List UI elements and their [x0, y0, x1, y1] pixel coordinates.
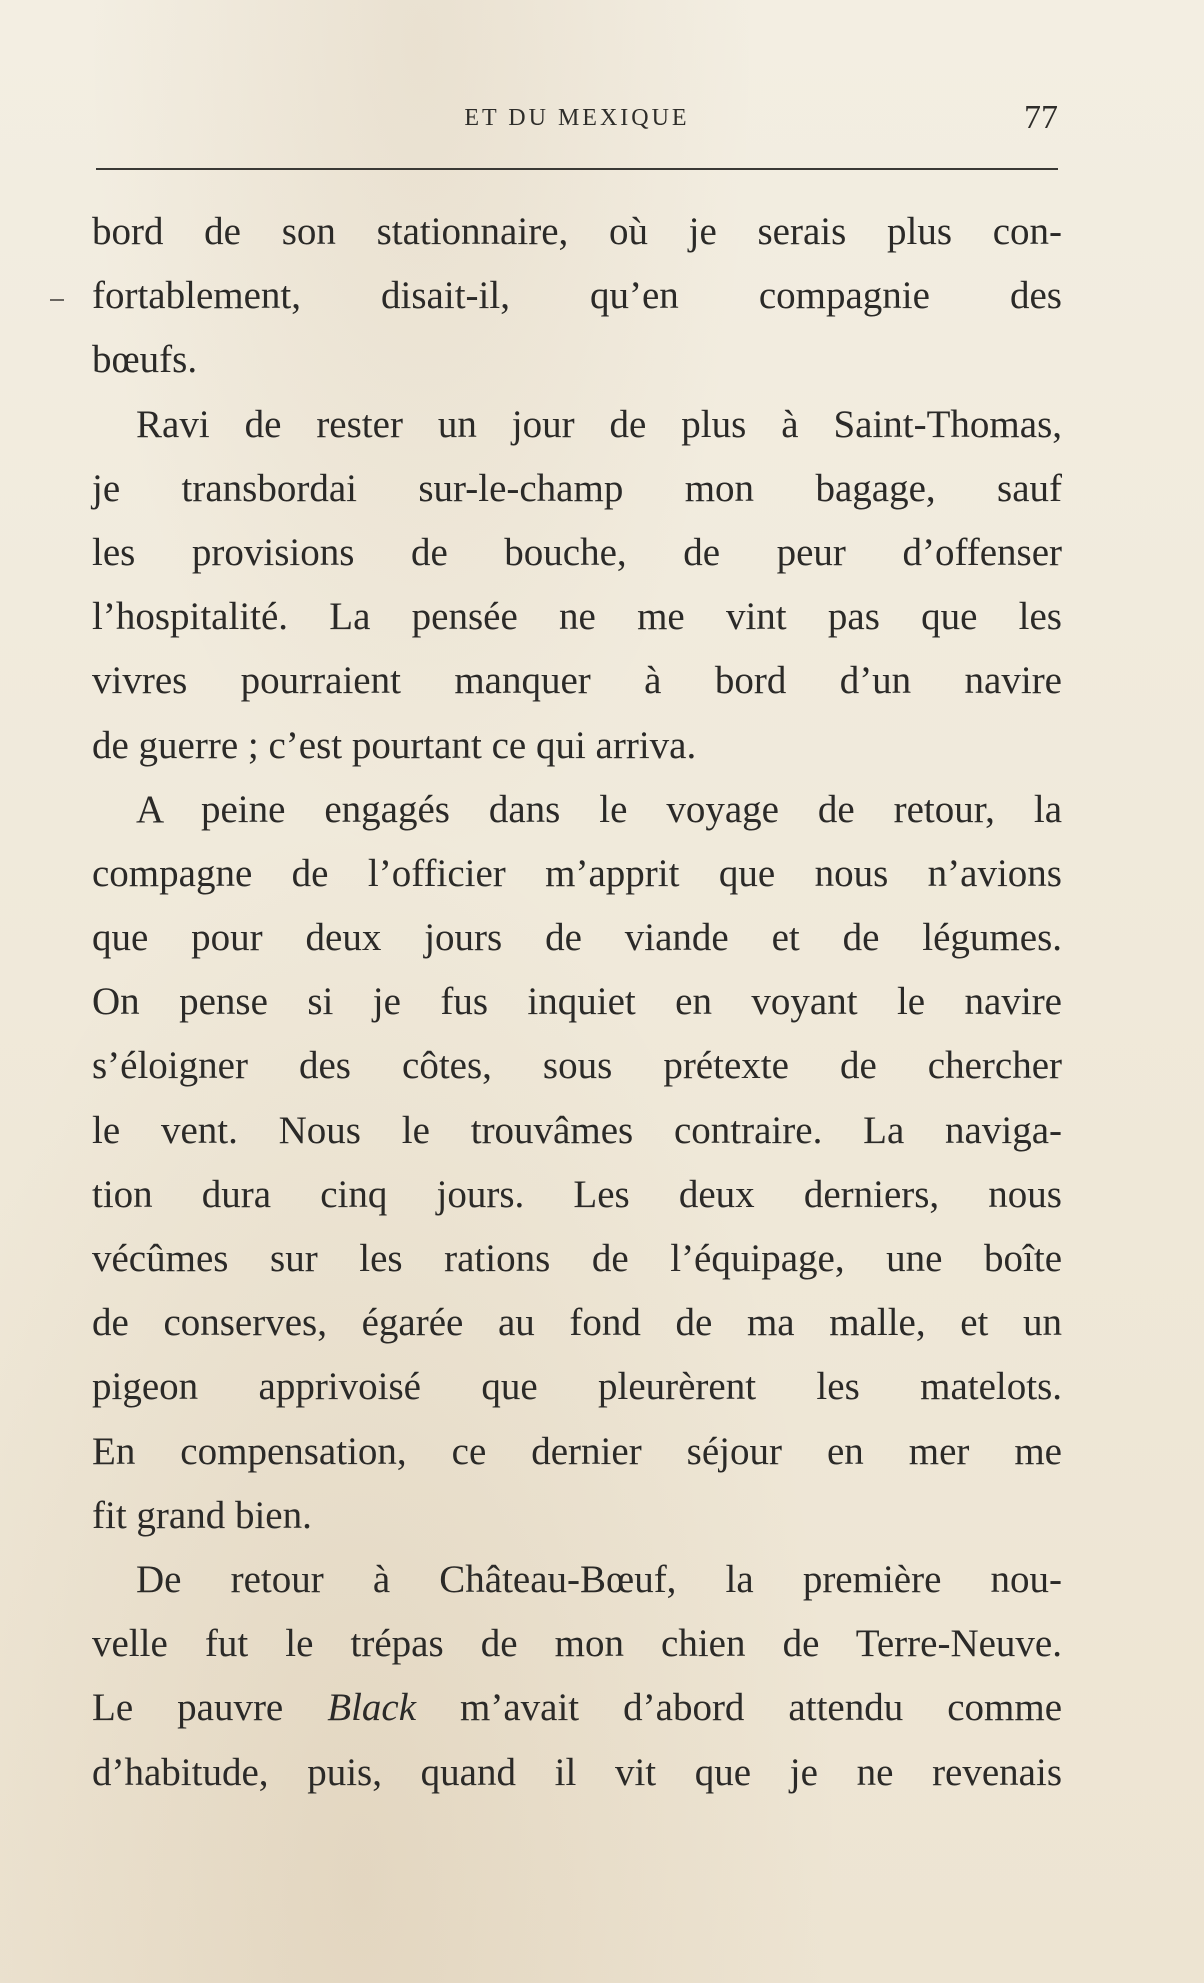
text-line: pigeon apprivoisé que pleurèrent les matelots.	[92, 1365, 1062, 1409]
text-line: On pense si je fus inquiet en voyant le navire	[92, 980, 1062, 1024]
text-line: de conserves, égarée au fond de ma malle, et un	[92, 1301, 1062, 1345]
text-line: le vent. Nous le trouvâmes contraire. La naviga-	[92, 1108, 1062, 1152]
text-line: velle fut le trépas de mon chien de Terre-Neuve.	[92, 1622, 1062, 1666]
text-line: l’hospitalité. La pensée ne me vint pas que les	[92, 595, 1062, 639]
text-line: vivres pourraient manquer à bord d’un navire	[92, 659, 1062, 703]
text-line: d’habitude, puis, quand il vit que je ne revenais	[92, 1750, 1062, 1794]
text-line: vécûmes sur les rations de l’équipage, une boîte	[92, 1237, 1062, 1280]
text-fragment: Le pauvre	[92, 1686, 284, 1730]
text-line: s’éloigner des côtes, sous prétexte de chercher	[92, 1044, 1062, 1088]
header-rule	[96, 168, 1058, 170]
text-fragment: m’avait d’abord attendu comme	[460, 1686, 1063, 1730]
text-line: les provisions de bouche, de peur d’offenser	[92, 530, 1062, 574]
text-line-mixed	[92, 1676, 1062, 1740]
text-line: de guerre ; c’est pourtant ce qui arriva.	[92, 723, 697, 767]
text-line: que pour deux jours de viande et de légumes.	[92, 916, 1062, 960]
text-line: De retour à Château-Bœuf, la première nou-	[136, 1557, 1062, 1601]
running-head: ET DU MEXIQUE	[464, 105, 690, 131]
text-line: tion dura cinq jours. Les deux derniers, nous	[92, 1172, 1062, 1216]
text-line: fit grand bien.	[92, 1493, 312, 1537]
page-number: 77	[1024, 99, 1058, 136]
text-line: En compensation, ce dernier séjour en mer me	[92, 1429, 1062, 1473]
text-line: A peine engagés dans le voyage de retour, la	[136, 787, 1062, 831]
text-line: Ravi de rester un jour de plus à Saint-Thomas,	[136, 402, 1062, 446]
margin-mark	[50, 299, 64, 301]
page-header	[96, 95, 1058, 145]
text-line: bœufs.	[92, 338, 198, 382]
body-text	[92, 200, 1062, 1805]
text-line: bord de son stationnaire, où je serais plus con-	[92, 210, 1062, 253]
italic-name: Black	[327, 1686, 417, 1730]
text-line: fortablement, disait-il, qu’en compagnie des	[92, 274, 1062, 318]
text-line: compagne de l’officier m’apprit que nous n’avions	[92, 851, 1062, 895]
text-line: je transbordai sur-le-champ mon bagage, sauf	[92, 466, 1062, 510]
